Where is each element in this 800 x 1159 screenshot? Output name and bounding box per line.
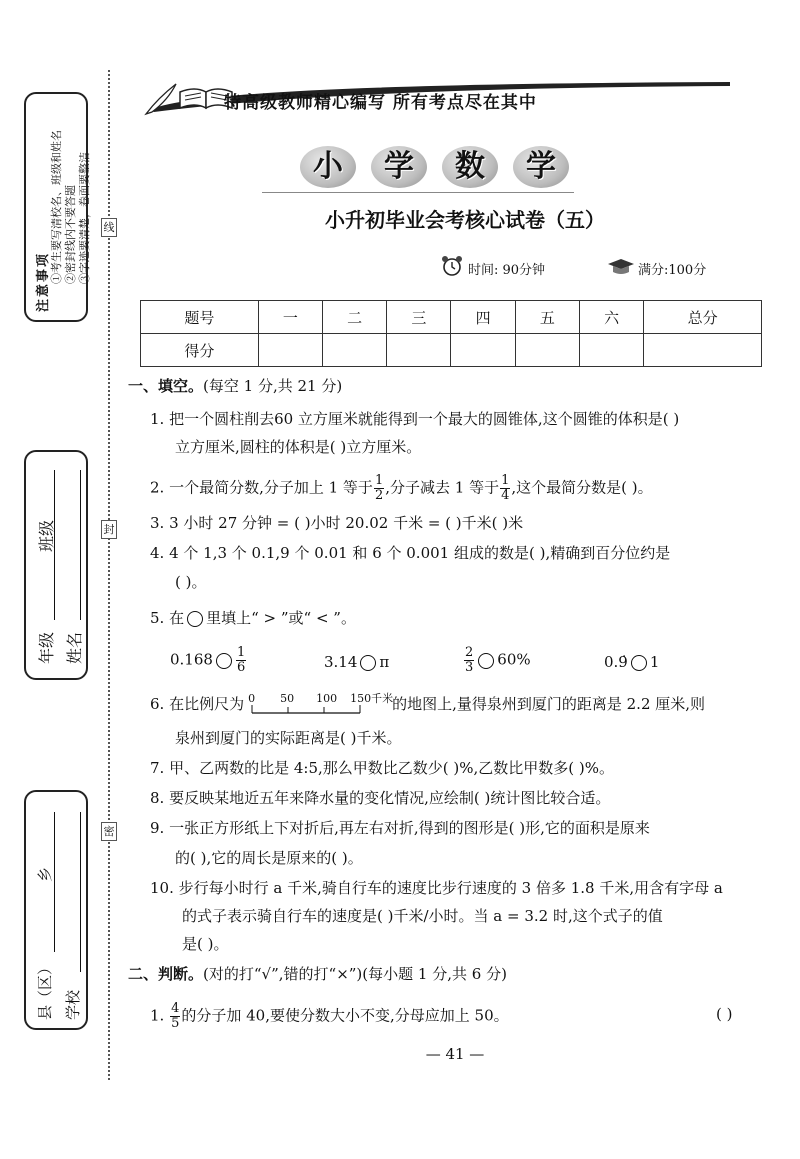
score-header-cell: 题号: [141, 301, 259, 334]
question-4a: 4. 4 个 1,3 个 0.1,9 个 0.01 和 6 个 0.001 组成的数是( ),精确到百分位约是: [150, 544, 671, 562]
name-blank[interactable]: [80, 470, 81, 620]
judge-answer-box[interactable]: ( ): [716, 1005, 733, 1023]
score-table-header-row: [141, 301, 762, 334]
compare-value: π: [379, 653, 390, 671]
name-label: 姓名: [65, 631, 84, 664]
subject-char-2: 学: [371, 146, 427, 188]
scale-ruler: [244, 692, 394, 715]
score-header-cell: 六: [579, 301, 643, 334]
seal-marker-secret: 密: [101, 822, 117, 841]
fraction-denominator: 3: [465, 660, 474, 675]
county-label: 县（区）: [36, 959, 54, 1020]
header-slogan: 特高级教师精心编写 所有考点尽在其中: [224, 93, 537, 113]
subject-char-3: 数: [442, 146, 498, 188]
fraction-numerator: 4: [171, 1001, 180, 1016]
question-3: 3. 3 小时 27 分钟 = ( )小时 20.02 千米 = ( )千米( )米: [150, 514, 524, 532]
grade-label: 年级: [37, 631, 56, 664]
score-cell[interactable]: [322, 334, 386, 367]
ruler-scale-bar: [244, 703, 392, 715]
town-label: 乡: [36, 866, 54, 882]
score-header-cell: 五: [515, 301, 579, 334]
fraction-numerator: 1: [374, 473, 384, 488]
score-header-cell: 三: [387, 301, 451, 334]
answer-circle[interactable]: [216, 653, 232, 669]
full-score: 满分:100分: [638, 263, 707, 278]
fraction-denominator: 6: [236, 660, 246, 675]
header-divider: [262, 192, 574, 193]
fraction-denominator: 2: [374, 488, 384, 503]
judge-question-1: [150, 1002, 509, 1031]
score-cell[interactable]: [579, 334, 643, 367]
seal-marker-line: 线: [101, 218, 117, 237]
score-cell[interactable]: [515, 334, 579, 367]
question-4b: ( )。: [175, 573, 207, 591]
ruler-tick-50: 50: [280, 692, 295, 705]
compare-value: 0.9̇: [604, 653, 628, 671]
student-info-box: [24, 450, 88, 680]
fraction-numerator: 2: [465, 645, 474, 660]
class-label: 班级: [37, 519, 56, 552]
answer-circle[interactable]: [478, 653, 494, 669]
compare-value: 0.168: [170, 650, 213, 669]
graduation-cap-icon: [606, 257, 636, 277]
exam-time: 时间: 90分钟: [468, 263, 546, 278]
score-cell[interactable]: [258, 334, 322, 367]
score-cell[interactable]: [387, 334, 451, 367]
question-5-part2: 里填上“ > ”或“ < ”。: [206, 609, 356, 627]
compare-circle-icon: [187, 611, 203, 627]
question-10a: 10. 步行每小时行 a 千米,骑自行车的速度比步行速度的 3 倍多 1.8 千米,用含有字母 a: [150, 879, 723, 897]
ruler-tick-150: 150千米: [350, 692, 394, 705]
question-2-part2: ,分子减去 1 等于: [385, 478, 500, 497]
score-table: [140, 300, 762, 367]
fraction-one-sixth: [236, 646, 246, 675]
county-blank[interactable]: [54, 812, 55, 952]
question-7: 7. 甲、乙两数的比是 4:5,那么甲数比乙数少( )%,乙数比甲数多( )%。: [150, 759, 614, 777]
question-10b: 的式子表示骑自行车的速度是( )千米/小时。当 a = 3.2 时,这个式子的值: [182, 907, 663, 925]
question-9b: 的( ),它的周长是原来的( )。: [175, 849, 363, 867]
notice-line-1: ①考生要写清校名、班级和姓名: [50, 130, 63, 284]
compare-item-4: [604, 652, 659, 672]
question-5: [150, 608, 356, 628]
answer-circle[interactable]: [360, 655, 376, 671]
judge-question-number: 1.: [150, 1006, 165, 1025]
section2-heading: 二、判断。: [128, 965, 204, 983]
page-number: — 41 —: [425, 1045, 485, 1063]
school-blank[interactable]: [80, 812, 81, 972]
seal-marker-seal: 封: [101, 520, 117, 539]
clock-icon: [440, 255, 464, 277]
answer-circle[interactable]: [631, 655, 647, 671]
score-header-cell: 总分: [644, 301, 762, 334]
question-5-part1: 5. 在: [150, 609, 185, 627]
score-table-score-row: [141, 334, 762, 367]
exam-title: 小升初毕业会考核心试卷（五）: [325, 208, 605, 232]
ruler-tick-0: 0: [248, 692, 256, 705]
subject-char-1: 小: [300, 146, 356, 188]
compare-item-1: [170, 646, 247, 675]
section2-title: [128, 964, 507, 984]
compare-value: 60%: [497, 650, 531, 669]
notice-line-2: ②密封线内不要答题: [64, 185, 77, 284]
subject-char-4: 学: [513, 146, 569, 188]
score-header-cell: 二: [322, 301, 386, 334]
fraction-four-fifths: [170, 1002, 180, 1031]
score-header-cell: 一: [258, 301, 322, 334]
question-6-part2: 的地图上,量得泉州到厦门的距离是 2.2 厘米,则: [392, 695, 706, 713]
section2-note: (对的打“√”,错的打“×”)(每小题 1 分,共 6 分): [203, 965, 507, 983]
question-9a: 9. 一张正方形纸上下对折后,再左右对折,得到的图形是( )形,它的面积是原来: [150, 819, 650, 837]
question-2-part3: ,这个最简分数是( )。: [511, 478, 653, 497]
compare-value: 1: [649, 653, 660, 671]
school-info-box: [24, 790, 88, 1030]
compare-value: 3.14: [324, 653, 358, 671]
score-cell[interactable]: [644, 334, 762, 367]
question-1a: 1. 把一个圆柱削去60 立方厘米就能得到一个最大的圆锥体,这个圆锥的体积是( ): [150, 410, 680, 428]
fraction-numerator: 1: [501, 473, 510, 488]
question-8: 8. 要反映某地近五年来降水量的变化情况,应绘制( )统计图比较合适。: [150, 789, 611, 807]
question-6-part1: 6. 在比例尺为: [150, 695, 245, 713]
question-2-part1: 2. 一个最简分数,分子加上 1 等于: [150, 478, 373, 497]
ruler-tick-100: 100: [316, 692, 338, 705]
notice-line-3: ③字迹要清楚，卷面要整洁: [78, 152, 91, 284]
section1-title: [128, 376, 342, 396]
section1-note: (每空 1 分,共 21 分): [203, 377, 343, 395]
fraction-one-quarter: [500, 474, 510, 503]
compare-item-3: [463, 646, 531, 675]
judge-question-text: 的分子加 40,要使分数大小不变,分母应加上 50。: [181, 1006, 509, 1025]
compare-item-2: [324, 652, 389, 672]
fraction-denominator: 4: [501, 488, 510, 503]
score-header-cell: 四: [451, 301, 515, 334]
fraction-denominator: 5: [171, 1016, 180, 1031]
section1-heading: 一、填空。: [128, 377, 204, 395]
score-row-label: 得分: [141, 334, 259, 367]
notice-heading: 注意事项: [36, 251, 51, 312]
fraction-two-thirds: [464, 646, 474, 675]
question-2: [150, 474, 653, 503]
school-label: 学校: [64, 989, 82, 1020]
question-10c: 是( )。: [182, 935, 229, 953]
fraction-numerator: 1: [236, 645, 246, 660]
question-6: [150, 694, 705, 715]
question-6c: 泉州到厦门的实际距离是( )千米。: [175, 729, 402, 747]
question-1b: 立方厘米,圆柱的体积是( )立方厘米。: [175, 438, 422, 456]
score-cell[interactable]: [451, 334, 515, 367]
fraction-one-half: [374, 474, 384, 503]
